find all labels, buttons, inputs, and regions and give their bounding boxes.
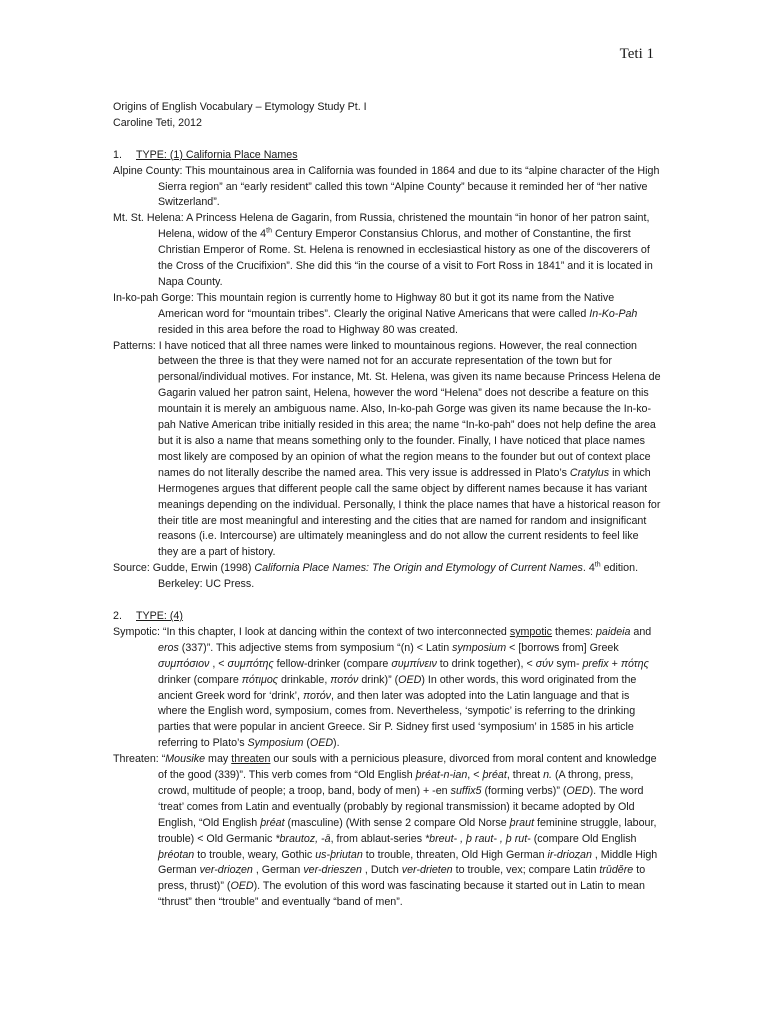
entry-alpine-county: Alpine County: This mountainous area in California was founded in 1864 and due to its “alpine character of the High Sierra region” an “early resident” called this town “Alpine County” because it reminded her of “her native Switzerland”.: [113, 164, 660, 209]
entry-patterns: Patterns: I have noticed that all three names were linked to mountainous regions. However, the real connection between the three is that they were named not for an accurate representation of the town but for personal/individual motives. For instance, Mt. St. Helena, was given its name because Princess Helena de Gagarin valued her patron saint, Helena, however the word “Helena” does not describe a feature on this mountain it is merely an ambiguous name. Also, In-ko-pah Gorge was given its name because the In-ko-pah Native American tribe initially resided in this area; the name “In-ko-pah” does not help define the area but it is also a name that means something only to the founder. Finally, I have noticed that place names most likely are composed by an opinion of what the region means to the founder but out of context place names do not literally describe the named area. This very issue is addressed in Plato’s Cratylus in which Hermogenes argues that different people call the same object by different names because it has variant meanings depending on the individual. Personally, I think the place names that have a historical reason for their title are most meaningful and interesting and the cities that are named for random and insignificant reasons (i.e. Intercourse) are ultimately meaningless and do not allow the current residents to feel like they are a part of history.: [113, 339, 661, 559]
document-title: Origins of English Vocabulary – Etymology Study Pt. I: [113, 101, 367, 113]
document-author: Caroline Teti, 2012: [113, 116, 202, 129]
section-2-heading: [113, 609, 661, 625]
section-1-number: 1.: [113, 148, 122, 161]
entry-mt-st-helena: Mt. St. Helena: A Princess Helena de Gagarin, from Russia, christened the mountain “in honor of her patron saint, Helena, widow of the 4th Century Emperor Constansius Chlorus, and mother of Constantine, the first Christian Emperor of Rome. St. Helena is renowned in ecclesiastical history as one of the discoverers of the Cross of the Crucifixion”. She did this “in the course of a visit to Fort Ross in 1841” and it is located in Napa County.: [113, 212, 653, 288]
section-2-number: 2.: [113, 609, 122, 622]
section-2-title: TYPE: (4): [136, 609, 183, 622]
document-body: [113, 100, 661, 911]
entry-sympotic: Sympotic: “In this chapter, I look at dancing within the context of two interconnected sympotic themes: paideia and eros (337)”. This adjective stems from symposium “(n) < Latin symposium < [borrows from] Greek συμπόσιον , < συμπότης fellow-drinker (compare συμπίνειν to drink together), < σύν sym- prefix + πότης drinker (compare πότιμος drinkable, ποτόν drink)” (OED) In other words, this word originated from the ancient Greek word for ‘drink’, ποτόν, and then later was adopted into the Latin language and that is where the English word, symposium, comes from. Nevertheless, ‘sympotic’ is referring to the drinking parties that were popular in ancient Greece. Sir P. Sidney first used ‘symposium’ in 1585 in his article referring to Plato’s Symposium (OED).: [113, 625, 652, 750]
section-1-title: TYPE: (1) California Place Names: [136, 148, 298, 161]
entry-in-ko-pah-gorge: In-ko-pah Gorge: This mountain region is currently home to Highway 80 but it got its name from the Native American word for “mountain tribes”. Clearly the original Native Americans that were called In-Ko-Pah resided in this area before the road to Highway 80 was created.: [113, 291, 638, 336]
entry-source: Source: Gudde, Erwin (1998) California Place Names: The Origin and Etymology of Current Names. 4th edition. Berkeley: UC Press.: [113, 561, 639, 591]
entry-threaten: Threaten: “Mousike may threaten our souls with a pernicious pleasure, divorced from moral content and knowledge of the good (339)”. This verb comes from “Old English þréat-n-ian, < þréat, threat n. (A throng, press, crowd, multitude of people; a troop, band, body of men) + -en suffix5 (forming verbs)” (OED). The word ‘treat’ comes from Latin and eventually (probably by regional transmission) it became adopted by Old English, “Old English þréat (masculine) (With sense 2 compare Old Norse þraut feminine struggle, labour, trouble) < Old Germanic *brautoz, -ā, from ablaut-series *breut- , þ raut- , þ rut- (compare Old English þréotan to trouble, weary, Gothic us-þriutan to trouble, threaten, Old High German ir-drioȥan , Middle High German ver-drioȥen , German ver-drieszen , Dutch ver-drieten to trouble, vex; compare Latin trūdĕre to press, thrust)” (OED). The evolution of this word was fascinating because it started out in Latin to mean “thrust” then “trouble” and eventually “band of men”.: [113, 753, 658, 909]
page-header-number: Teti 1: [619, 46, 654, 62]
section-1-heading: [113, 148, 661, 164]
